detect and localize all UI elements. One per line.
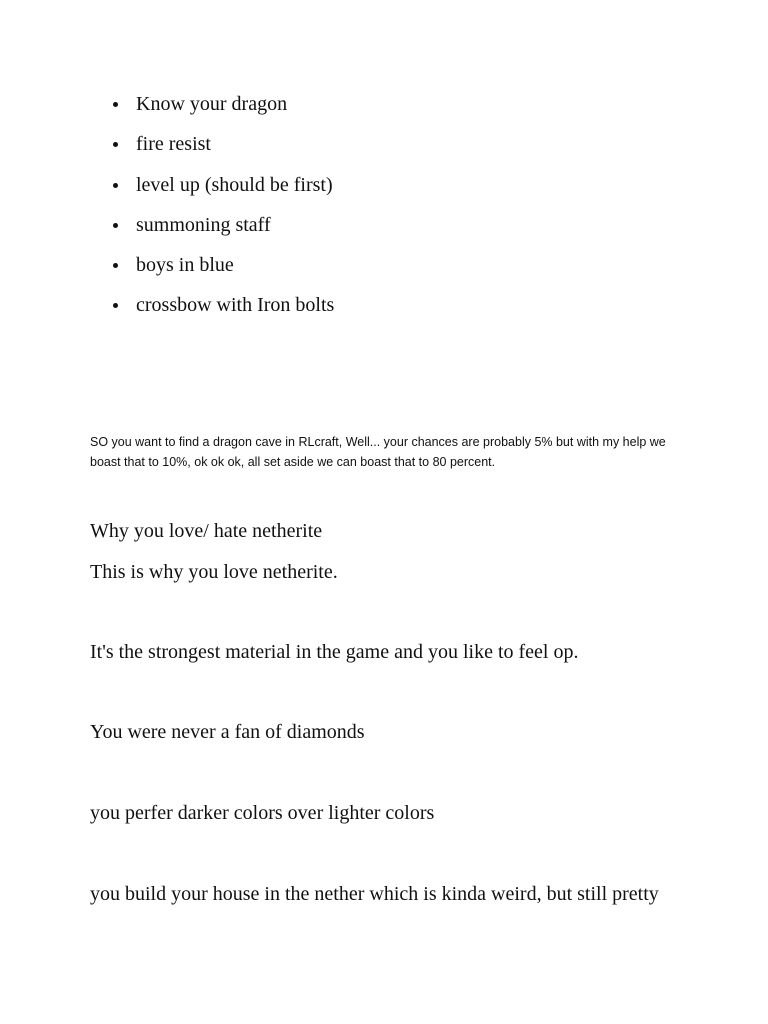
paragraph: It's the strongest material in the game and you like to feel op. <box>90 641 579 663</box>
bullet-dot-icon <box>113 223 118 228</box>
list-item-text: Know your dragon <box>136 93 288 115</box>
paragraph: you build your house in the nether which is kinda weird, but still pretty <box>90 883 659 905</box>
bullet-list <box>90 92 690 334</box>
list-item <box>90 173 690 213</box>
list-item <box>90 92 690 132</box>
list-item-text: fire resist <box>136 133 211 156</box>
bullet-dot-icon <box>113 102 118 107</box>
list-item-text: level up (should be first) <box>136 173 333 196</box>
bullet-dot-icon <box>113 303 118 308</box>
list-item-text: boys in blue <box>136 254 234 277</box>
list-item-text: crossbow with Iron bolts <box>136 294 335 317</box>
list-item <box>90 253 690 293</box>
intro-paragraph: SO you want to find a dragon cave in RLcraft, Well... your chances are probably 5% but with my help we boast that to 10%, ok ok ok, all set aside we can boast that to 80 percent. <box>90 435 666 469</box>
paragraph: you perfer darker colors over lighter colors <box>90 802 435 824</box>
paragraph: You were never a fan of diamonds <box>90 721 365 743</box>
list-item <box>90 132 690 172</box>
section-heading: Why you love/ hate netherite <box>90 520 323 542</box>
section-subheading: This is why you love netherite. <box>90 561 338 583</box>
bullet-dot-icon <box>113 183 118 188</box>
list-item <box>90 293 690 333</box>
list-item-text: summoning staff <box>136 213 271 236</box>
bullet-dot-icon <box>113 263 118 268</box>
list-item <box>90 213 690 253</box>
bullet-dot-icon <box>113 142 118 147</box>
